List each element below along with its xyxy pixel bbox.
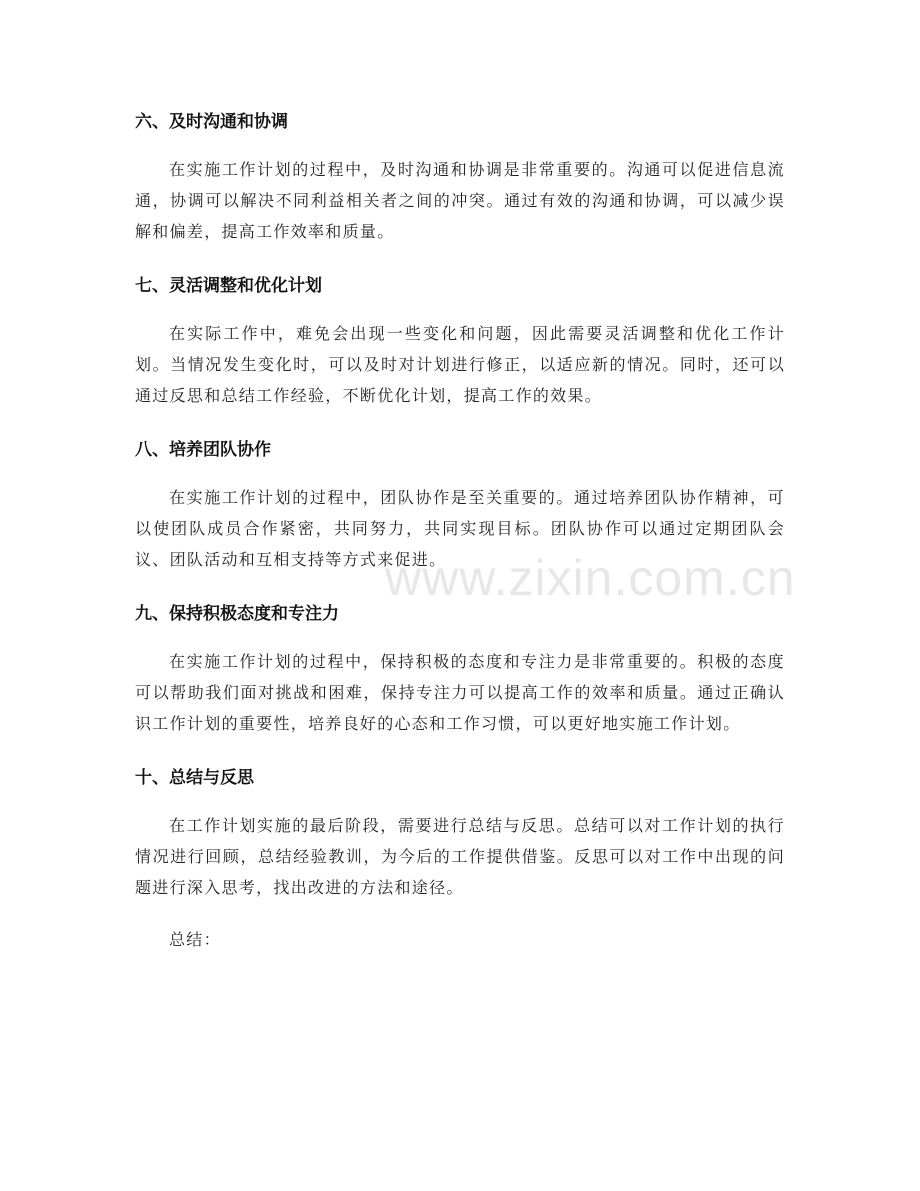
- section-heading: 七、灵活调整和优化计划: [135, 276, 322, 296]
- section-paragraph: 在工作计划实施的最后阶段，需要进行总结与反思。总结可以对工作计划的执行情况进行回顾，总结经验教训，为今后的工作提供借鉴。反思可以对工作中出现的问题进行深入思考，找出改进的方法和途径。: [135, 816, 785, 897]
- section-9: [135, 596, 785, 739]
- section-heading: 八、培养团队协作: [135, 440, 271, 460]
- watermark: www.zixin.com.cn: [385, 550, 796, 606]
- section-paragraph: 在实施工作计划的过程中，团队协作是至关重要的。通过培养团队协作精神，可以使团队成员合作紧密，共同努力，共同实现目标。团队协作可以通过定期团队会议、团队活动和互相支持等方式来促进。: [135, 488, 785, 569]
- section-8: [135, 432, 785, 575]
- section-heading: 九、保持积极态度和专注力: [135, 604, 339, 624]
- section-heading: 六、及时沟通和协调: [135, 112, 288, 132]
- section-6: [135, 104, 785, 247]
- section-7: [135, 268, 785, 411]
- section-paragraph: 在实施工作计划的过程中，及时沟通和协调是非常重要的。沟通可以促进信息流通，协调可以解决不同利益相关者之间的冲突。通过有效的沟通和协调，可以减少误解和偏差，提高工作效率和质量。: [135, 160, 785, 241]
- section-heading: 十、总结与反思: [135, 768, 254, 788]
- summary-label: 总结：: [169, 930, 221, 949]
- section-10: [135, 760, 785, 903]
- section-paragraph: 在实施工作计划的过程中，保持积极的态度和专注力是非常重要的。积极的态度可以帮助我们面对挑战和困难，保持专注力可以提高工作的效率和质量。通过正确认识工作计划的重要性，培养良好的心态和工作习惯，可以更好地实施工作计划。: [135, 652, 785, 733]
- section-paragraph: 在实际工作中，难免会出现一些变化和问题，因此需要灵活调整和优化工作计划。当情况发生变化时，可以及时对计划进行修正，以适应新的情况。同时，还可以通过反思和总结工作经验，不断优化计划，提高工作的效果。: [135, 324, 785, 405]
- document-content: [135, 104, 785, 955]
